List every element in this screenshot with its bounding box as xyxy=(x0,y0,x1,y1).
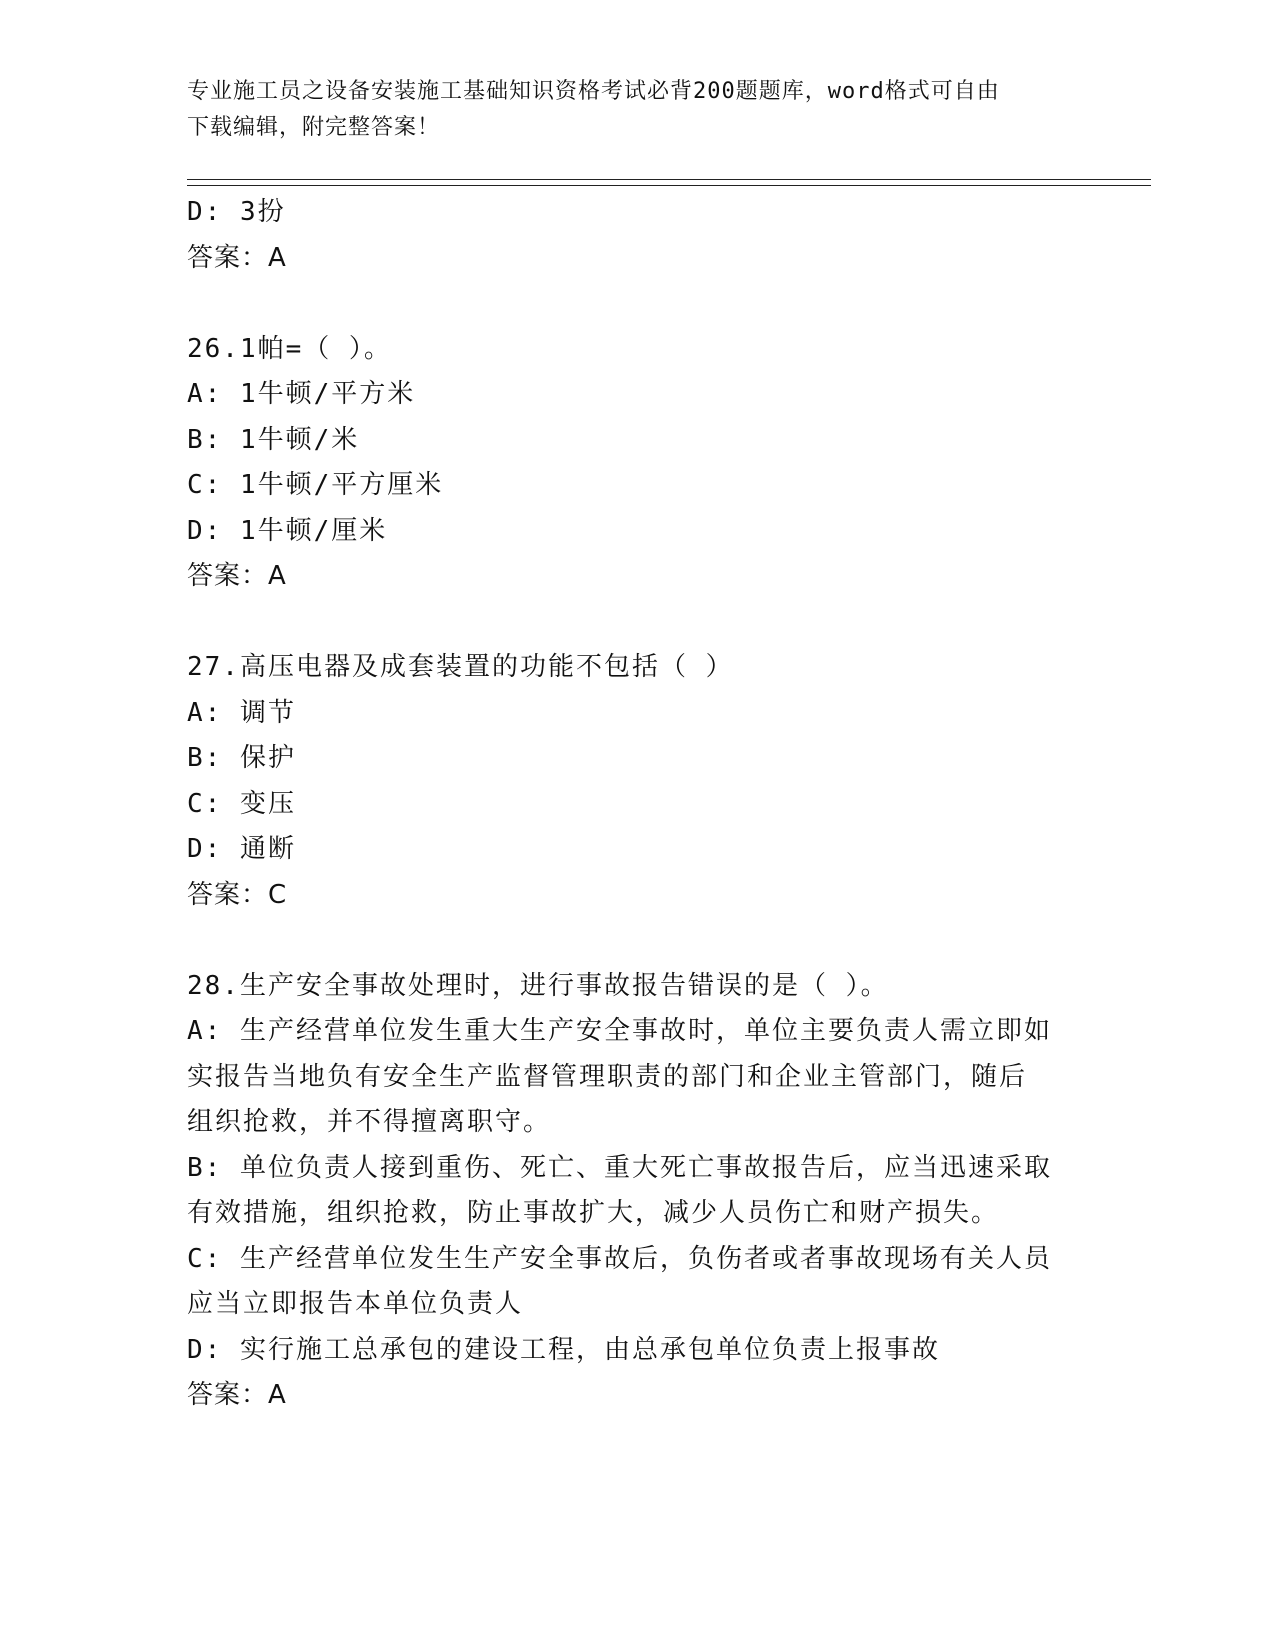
question-stem: 27.高压电器及成套装置的功能不包括（ ） xyxy=(187,652,734,682)
option-a: A: 调节 xyxy=(187,697,296,728)
option-d-line-1: D: 实行施工总承包的建设工程，由总承包单位负责上报事故 xyxy=(187,1334,940,1365)
option-c-line-2: 应当立即报告本单位负责人 xyxy=(187,1289,524,1319)
prev-option-d: D: 3扮 xyxy=(187,197,286,227)
option-b-line-1: B: 单位负责人接到重伤、死亡、重大死亡事故报告后，应当迅速采取 xyxy=(187,1152,1052,1183)
option-a-line-1: A: 生产经营单位发生重大生产安全事故时，单位主要负责人需立即如 xyxy=(187,1016,1052,1046)
answer: 答案：C xyxy=(187,879,288,910)
spacer xyxy=(187,600,1087,646)
question-28 xyxy=(187,964,1087,1419)
option-c: C: 变压 xyxy=(187,788,296,819)
question-stem: 28.生产安全事故处理时，进行事故报告错误的是（ ）。 xyxy=(187,970,889,1001)
question-content xyxy=(187,190,1087,1419)
answer: 答案：A xyxy=(187,561,287,591)
header-divider-bottom xyxy=(187,185,1151,186)
option-a-line-2: 实报告当地负有安全生产监督管理职责的部门和企业主管部门，随后 xyxy=(187,1061,1028,1092)
question-stem: 26.1帕=（ ）。 xyxy=(187,333,392,364)
question-27 xyxy=(187,645,1087,918)
option-c-line-1: C: 生产经营单位发生生产安全事故后，负伤者或者事故现场有关人员 xyxy=(187,1243,1052,1274)
question-26 xyxy=(187,327,1087,600)
header-line-2: 下载编辑，附完整答案！ xyxy=(187,115,441,140)
option-b: B: 1牛顿/米 xyxy=(187,424,360,455)
option-c: C: 1牛顿/平方厘米 xyxy=(187,470,444,500)
page-header xyxy=(187,74,1067,146)
option-d: D: 通断 xyxy=(187,834,296,864)
option-a-line-3: 组织抢救，并不得擅离职守。 xyxy=(187,1107,552,1137)
answer: 答案：A xyxy=(187,1380,287,1410)
prev-answer: 答案：A xyxy=(187,242,287,273)
header-divider-top xyxy=(187,179,1151,180)
option-b: B: 保护 xyxy=(187,743,296,773)
spacer xyxy=(187,281,1087,327)
option-d: D: 1牛顿/厘米 xyxy=(187,515,388,546)
header-line-1: 专业施工员之设备安装施工基础知识资格考试必背200题题库，word格式可自由 xyxy=(187,79,1000,104)
option-a: A: 1牛顿/平方米 xyxy=(187,379,416,409)
option-b-line-2: 有效措施，组织抢救，防止事故扩大，减少人员伤亡和财产损失。 xyxy=(187,1198,1000,1228)
spacer xyxy=(187,918,1087,964)
